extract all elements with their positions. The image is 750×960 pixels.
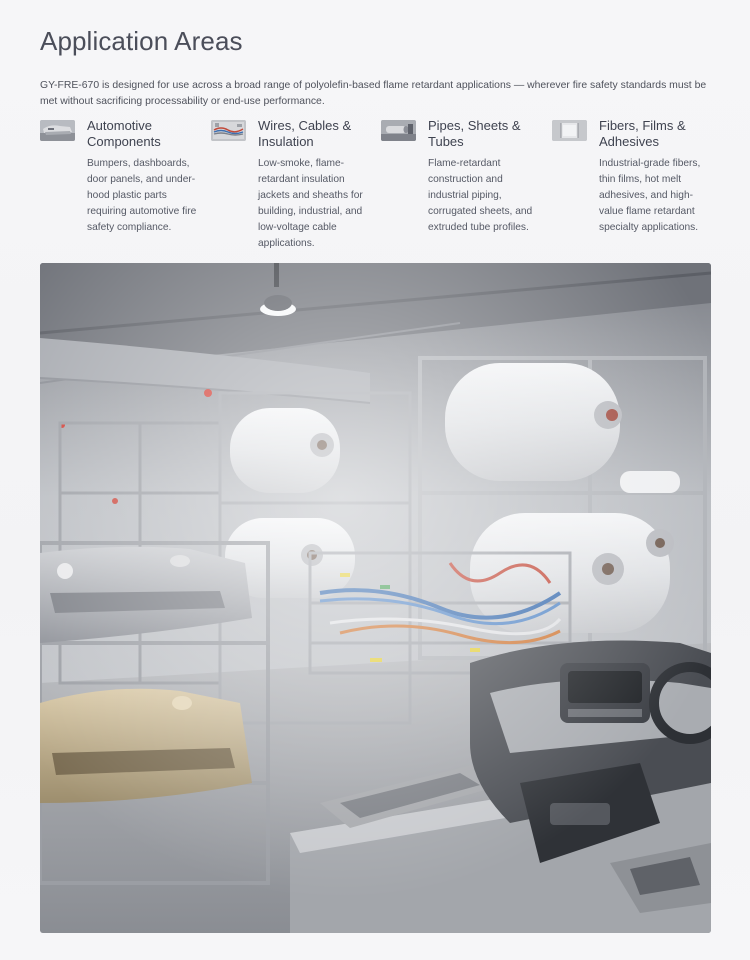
application-areas: [40, 118, 712, 258]
area-description: Bumpers, dashboards, door panels, and under-hood plastic parts requiring automotive fire safety compliance.: [87, 158, 197, 233]
area-title: Pipes, Sheets & Tubes: [428, 118, 521, 149]
area-description: Flame-retardant construction and industrial piping, corrugated sheets, and extruded tube profiles.: [428, 158, 533, 233]
area-description: Industrial-grade fibers, thin films, hot melt adhesives, and high-value flame retardant specialty applications.: [599, 158, 701, 233]
area-title: Wires, Cables & Insulation: [258, 118, 352, 149]
page-title: Application Areas: [40, 26, 243, 56]
area-description: Low-smoke, flame-retardant insulation jackets and sheaths for building, industrial, and low-voltage cable applications.: [258, 158, 363, 249]
intro-paragraph: GY-FRE-670 is designed for use across a broad range of polyolefin-based flame retardant applications — wherever fire safety standards must be met without sacrificing processability or end-use performance.: [40, 80, 707, 107]
film-roll-thumbnail: [552, 120, 587, 141]
car-parts-thumbnail: [40, 120, 75, 141]
area-title: Automotive Components: [87, 118, 161, 149]
pipe-thumbnail: [381, 120, 416, 141]
cable-thumbnail: [211, 120, 246, 141]
factory-hero-image: [40, 263, 711, 933]
area-title: Fibers, Films & Adhesives: [599, 118, 686, 149]
